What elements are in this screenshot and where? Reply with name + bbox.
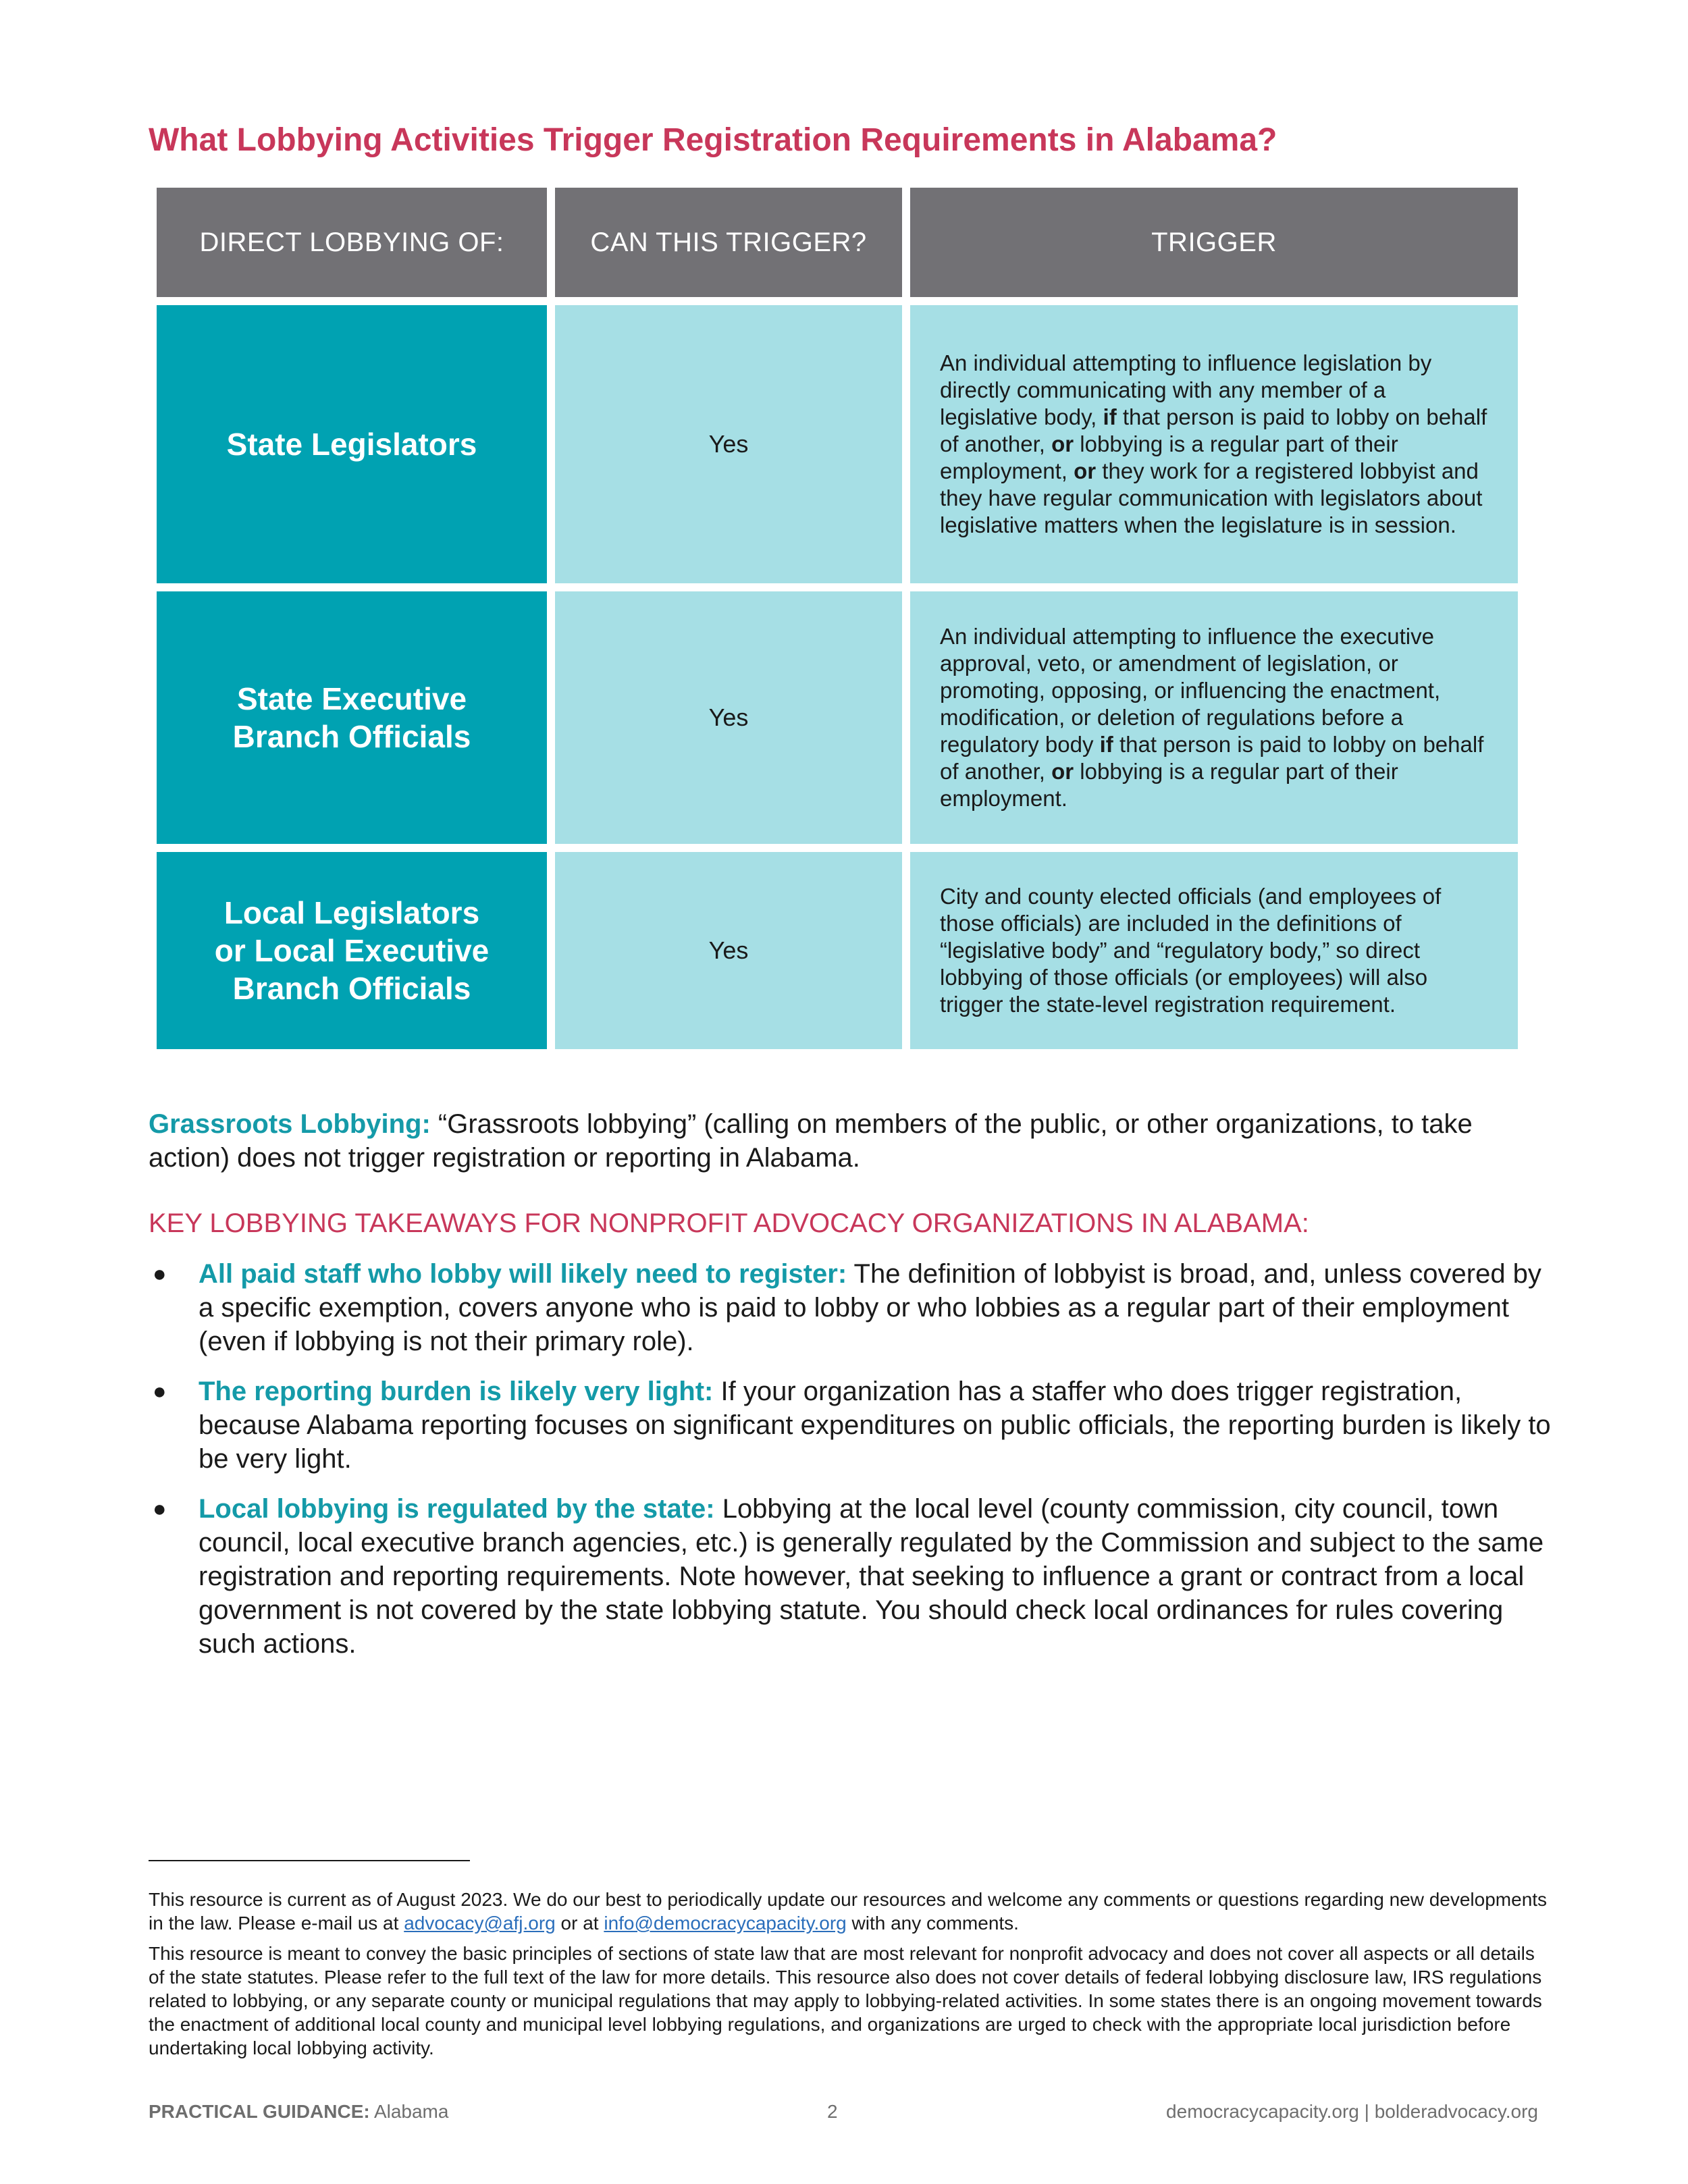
trigger-cell: City and county elected officials (and employees of those officials) are included in the definitions of “legislative body” and “regulatory body,” so direct lobbying of those officials (or employees) will also trigger the state-level registration requirement. (910, 852, 1518, 1049)
takeaway-text: If your organization has a staffer who does trigger registration, because Alabama reporting focuses on significant expenditures on public officials, the reporting burden is likely to be very light. (199, 1377, 1551, 1474)
table-row (157, 591, 1518, 844)
takeaway-text: The definition of lobbyist is broad, and, unless covered by a specific exemption, covers anyone who is paid to lobby or who lobbies as a regular part of their employment (even if lobbying is not their primary role). (199, 1259, 1541, 1356)
bullet-icon: ● (153, 1379, 167, 1404)
email-link-afj[interactable]: advocacy@afj.org (404, 1913, 556, 1934)
takeaway-lead: All paid staff who lobby will likely need to register: (199, 1259, 847, 1289)
row-label-line: Branch Officials (232, 971, 471, 1006)
row-label-line: Local Legislators (223, 895, 480, 930)
page-number: 2 (827, 2101, 838, 2122)
list-item (149, 1375, 1553, 1476)
footnote-divider (149, 1860, 470, 1861)
table-row (157, 852, 1518, 1049)
list-item (149, 1257, 1553, 1358)
takeaway-lead: Local lobbying is regulated by the state: (199, 1494, 715, 1524)
footnote-currency: This resource is current as of August 2023. We do our best to periodically update our resources and welcome any comments or questions regarding new developments in the law. Please e-mail us at advocacy@afj.org or at info@democracycapacity.org with any comments. (149, 1889, 1548, 1934)
footer-websites: democracycapacity.org | bolderadvocacy.org (1166, 2101, 1538, 2122)
table-header-row (157, 188, 1518, 297)
row-label (157, 591, 547, 844)
trigger-table (149, 180, 1526, 1057)
row-label (157, 305, 547, 583)
column-header-can-trigger: CAN THIS TRIGGER? (555, 188, 902, 297)
bullet-icon: ● (153, 1496, 167, 1522)
row-label-line: State Legislators (226, 427, 477, 462)
list-item (149, 1492, 1553, 1661)
column-header-trigger: TRIGGER (910, 188, 1518, 297)
grassroots-label: Grassroots Lobbying: (149, 1109, 431, 1139)
grassroots-paragraph (149, 1107, 1553, 1175)
grassroots-text: “Grassroots lobbying” (calling on members of the public, or other organizations, to take action) does not trigger registration or reporting in Alabama. (149, 1109, 1473, 1173)
trigger-cell: An individual attempting to influence legislation by directly communicating with any member of a legislative body, if that person is paid to lobby on behalf of another, or lobbying is a regular part of their employment, or they work for a registered lobbyist and they have regular communication with legislators about legislative matters when the legislature is in session. (910, 305, 1518, 583)
email-link-democracy-capacity[interactable]: info@democracycapacity.org (604, 1913, 847, 1934)
can-trigger-cell: Yes (555, 305, 902, 583)
takeaway-lead: The reporting burden is likely very light: (199, 1377, 714, 1406)
column-header-direct-lobbying: DIRECT LOBBYING OF: (157, 188, 547, 297)
takeaway-text: Lobbying at the local level (county commission, city council, town council, local executive branch agencies, etc.) is generally regulated by the Commission and subject to the same registration and reporting requirements. Note however, that seeking to influence a grant or contract from a local government is not covered by the state lobbying statute. You should check local ordinances for rules covering such actions. (199, 1494, 1544, 1659)
row-label-line: or Local Executive (214, 933, 490, 968)
can-trigger-cell: Yes (555, 852, 902, 1049)
row-label (157, 852, 547, 1049)
footnote-disclaimer: This resource is meant to convey the basic principles of sections of state law that are most relevant for nonprofit advocacy and does not cover all aspects or all details of the state statutes. Please refer to the full text of the law for more details. This resource also does not cover details of federal lobbying disclosure law, IRS regulations related to lobbying, or any separate county or municipal regulations that may apply to lobbying-related activities. In some states there is an ongoing movement towards the enactment of additional local county and municipal level lobbying regulations, and organizations are urged to check with the appropriate local jurisdiction before undertaking local lobbying activity. (149, 1943, 1542, 2058)
takeaways-list (149, 1257, 1553, 1677)
takeaways-heading: KEY LOBBYING TAKEAWAYS FOR NONPROFIT ADVOCACY ORGANIZATIONS IN ALABAMA: (149, 1208, 1309, 1238)
can-trigger-cell: Yes (555, 591, 902, 844)
page-title: What Lobbying Activities Trigger Registration Requirements in Alabama? (149, 122, 1277, 158)
row-label-line: State Executive (236, 681, 467, 716)
bullet-icon: ● (153, 1261, 167, 1287)
table-row (157, 305, 1518, 583)
row-label-line: Branch Officials (232, 719, 471, 754)
footer-document-title: PRACTICAL GUIDANCE: Alabama (149, 2101, 449, 2122)
trigger-cell: An individual attempting to influence the executive approval, veto, or amendment of legislation, or promoting, opposing, or influencing the enactment, modification, or deletion of regulations before a regulatory body if that person is paid to lobby on behalf of another, or lobbying is a regular part of their employment. (910, 591, 1518, 844)
